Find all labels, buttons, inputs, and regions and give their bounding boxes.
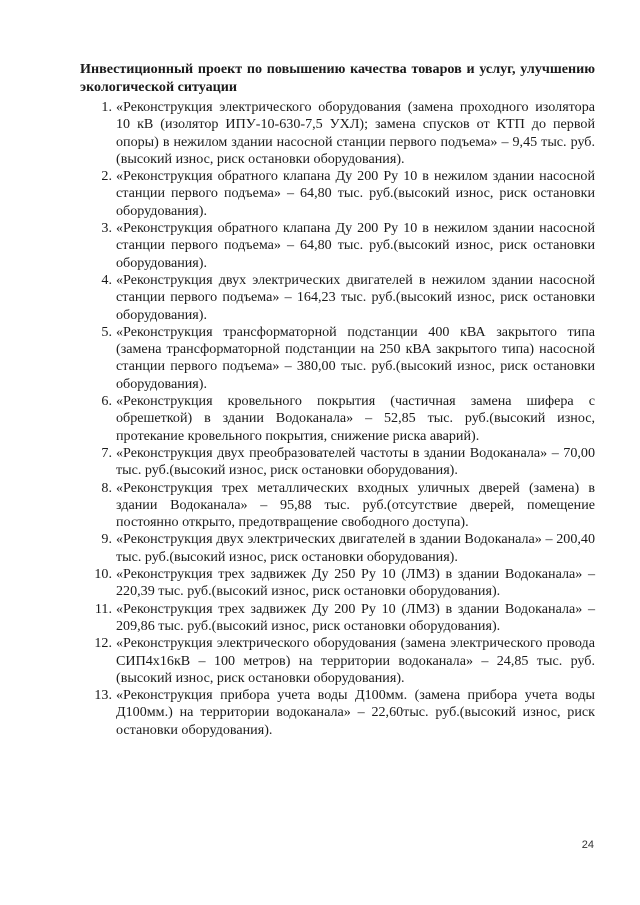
page-number: 24 (581, 839, 594, 851)
item-text: «Реконструкция обратного клапана Ду 200 Ру 10 в нежилом здании насосной станции первого подъема» – 64,80 тыс. руб.(высокий износ, риск остановки оборудования). (116, 168, 595, 219)
item-number: 11. (94, 600, 112, 617)
list-item (80, 635, 595, 687)
list-item (80, 531, 595, 566)
item-text: «Реконструкция электрического оборудования (замена электрического провода СИП4х16кВ – 100 метров) на территории водоканала» – 24,85 тыс. руб.(высокий износ, риск остановки оборудования). (116, 635, 595, 686)
item-number: 3. (101, 220, 112, 237)
item-text: «Реконструкция кровельного покрытия (частичная замена шифера с обрешеткой) в здании Водоканала» – 52,85 тыс. руб.(высокий износ, протекание кровельного покрытия, снижение риска аварий). (116, 393, 595, 444)
item-number: 2. (101, 168, 112, 185)
item-text: «Реконструкция прибора учета воды Д100мм. (замена прибора учета воды Д100мм.) на территории водоканала» – 22,60тыс. руб.(высокий износ, риск остановки оборудования). (116, 687, 595, 738)
list-item (80, 272, 595, 324)
item-number: 4. (101, 271, 112, 288)
list-item (80, 168, 595, 220)
list-item (80, 480, 595, 532)
document-heading: Инвестиционный проект по повышению качества товаров и услуг, улучшению экологической ситуации (80, 61, 595, 95)
item-number: 8. (101, 479, 112, 496)
list-item (80, 393, 595, 445)
item-text: «Реконструкция двух преобразователей частоты в здании Водоканала» – 70,00 тыс. руб.(высокий износ, риск остановки оборудования). (116, 444, 595, 479)
list-item (80, 601, 595, 636)
item-text: «Реконструкция трех задвижек Ду 200 Ру 10 (ЛМЗ) в здании Водоканала» – 209,86 тыс. руб.(высокий износ, риск остановки оборудования). (116, 600, 595, 634)
list-item (80, 220, 595, 272)
list-item (80, 99, 595, 168)
item-text: «Реконструкция двух электрических двигателей в здании Водоканала» – 200,40 тыс. руб.(высокий износ, риск остановки оборудования). (116, 531, 595, 565)
item-number: 9. (101, 531, 112, 548)
item-text: «Реконструкция обратного клапана Ду 200 Ру 10 в нежилом здании насосной станции первого подъема» – 64,80 тыс. руб.(высокий износ, риск остановки оборудования). (116, 220, 595, 271)
item-number: 10. (94, 566, 112, 583)
item-text: «Реконструкция трех задвижек Ду 250 Ру 10 (ЛМЗ) в здании Водоканала» – 220,39 тыс. руб.(высокий износ, риск остановки оборудования). (116, 566, 595, 600)
list-item (80, 324, 595, 393)
item-number: 13. (94, 687, 112, 704)
item-number: 1. (101, 99, 112, 115)
item-text: «Реконструкция электрического оборудования (замена проходного изолятора 10 кВ (изолятор ИПУ-10-630-7,5 УХЛ); замена спусков от КТП до первой опоры) в нежилом здании насосной станции первого подъема» – 9,45 тыс. руб. (высокий износ, риск остановки оборудования). (116, 99, 595, 167)
item-number: 5. (101, 323, 112, 340)
item-text: «Реконструкция трех металлических входных уличных дверей (замена) в здании Водоканала» – 95,88 тыс. руб.(отсутствие дверей, помещение постоянно открыто, предотвращение свободного доступа). (116, 479, 595, 531)
list-item (80, 687, 595, 739)
item-number: 7. (101, 444, 112, 461)
list-item (80, 566, 595, 601)
item-text: «Реконструкция двух электрических двигателей в нежилом здании насосной станции первого подъема» – 164,23 тыс. руб.(высокий износ, риск остановки оборудования). (116, 271, 595, 323)
investment-items-list (80, 99, 595, 739)
item-number: 12. (94, 635, 112, 652)
list-item (80, 445, 595, 480)
item-number: 6. (101, 393, 112, 410)
item-text: «Реконструкция трансформаторной подстанции 400 кВА закрытого типа (замена трансформаторной подстанции на 250 кВА закрытого типа) насосной станции первого подъема» – 380,00 тыс. руб.(высокий износ, риск остановки оборудования). (116, 323, 595, 392)
